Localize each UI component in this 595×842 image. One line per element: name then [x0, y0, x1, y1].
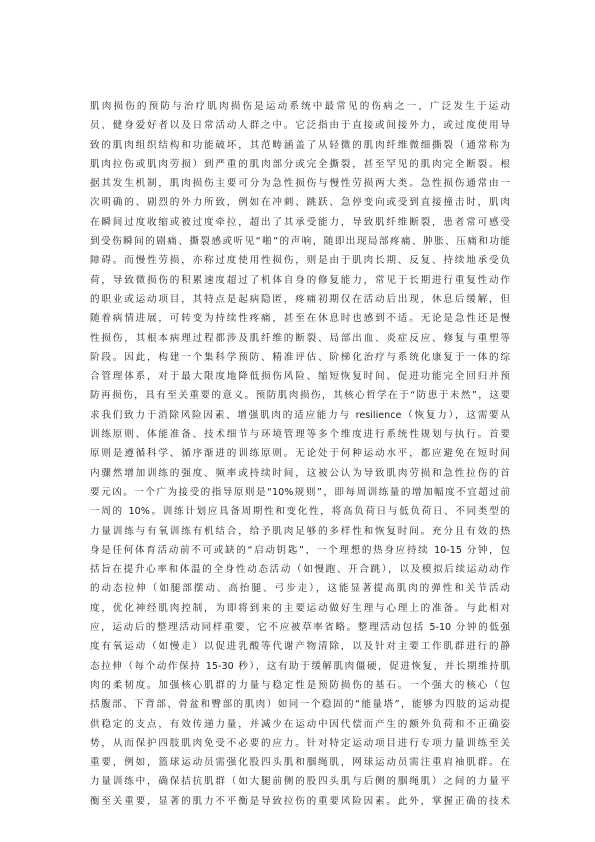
text-line: 一周的 10%。训练计划应具备周期性和变化性，将高负荷日与低负荷日、不同类型的	[90, 506, 510, 518]
text-line: 态拉伸（每个动作保持 15-30 秒），这有助于缓解肌肉僵硬，促进恢复，并长期维持肌	[90, 660, 510, 672]
text-line: 供稳定的支点，有效传递力量，并减少在运动中因代偿而产生的额外负荷和不正确姿	[90, 718, 510, 730]
text-line: 衡至关重要，显著的肌力不平衡是导致拉伤的重要风险因素。此外，掌握正确的技术	[90, 795, 510, 807]
text-line: 要元凶。一个广为接受的指导原则是“10%规则”，即每周训练量的增加幅度不宜超过前	[90, 486, 510, 498]
text-line: 性损伤，其根本病理过程都涉及肌纤维的断裂、局部出血、炎症反应、修复与重塑等	[90, 332, 510, 344]
text-line: 肌肉损伤的预防与治疗肌肉损伤是运动系统中最常见的伤病之一，广泛发生于运动	[90, 101, 510, 112]
text-line: 防再损伤，具有至关重要的意义。预防肌肉损伤，其核心哲学在于“防患于未然”，这要	[90, 390, 510, 402]
text-line: 的职业或运动项目，其特点是起病隐匿，疼痛初期仅在活动后出现，休息后缓解，但	[90, 293, 510, 305]
text-line: 肉的柔韧度。加强核心肌群的力量与稳定性是预防损伤的基石。一个强大的核心（包	[90, 679, 510, 691]
text-line: 重要，例如，篮球运动员需强化股四头肌和腘绳肌，网球运动员需注重肩袖肌群。在	[90, 757, 510, 769]
text-line: 求我们致力于消除风险因素、增强肌肉的适应能力与 resilience（恢复力），这需要从	[90, 409, 510, 421]
body-paragraph	[90, 97, 510, 811]
text-line: 合管理体系，对于最大限度地降低损伤风险、缩短恢复时间、促进功能完全回归并预	[90, 371, 510, 383]
text-line: 在瞬间过度收缩或被过度牵拉，超出了其承受能力，导致肌纤维断裂，患者常可感受	[90, 216, 510, 228]
text-line: 次明确的、剧烈的外力所致，例如在冲刺、跳跃、急停变向或受到直接撞击时，肌肉	[90, 197, 510, 209]
text-line: 括腹部、下背部、骨盆和臀部的肌肉）如同一个稳固的“能量塔”，能够为四肢的运动提	[90, 699, 510, 711]
text-line: 力量训练中，确保拮抗肌群（如大腿前侧的股四头肌与后侧的腘绳肌）之间的力量平	[90, 776, 510, 788]
text-line: 身是任何体育活动前不可或缺的“启动钥匙”，一个理想的热身应持续 10-15 分钟，包	[90, 544, 510, 556]
text-line: 的动态拉伸（如腿部摆动、高抬腿、弓步走），这能显著提高肌肉的弹性和关节活动	[90, 583, 510, 595]
text-line: 度，优化神经肌肉控制，为即将到来的主要运动做好生理与心理上的准备。与此相对	[90, 602, 510, 614]
text-line: 训练原则、体能准备、技术细节与环境管理等多个维度进行系统性规划与执行。首要	[90, 429, 510, 441]
text-line: 荷，导致微损伤的积累速度超过了机体自身的修复能力，常见于长期进行重复性动作	[90, 274, 510, 286]
text-line: 应，运动后的整理活动同样重要，它不应被草率省略。整理活动包括 5-10 分钟的低强	[90, 622, 510, 634]
text-line: 肌肉拉伤或肌肉劳损）到严重的肌肉部分或完全撕裂，甚至罕见的肌肉完全断裂。根	[90, 158, 510, 170]
text-line: 随着病情进展，可转变为持续性疼痛，甚至在休息时也感到不适。无论是急性还是慢	[90, 313, 510, 325]
text-line: 度有氧运动（如慢走）以促进乳酸等代谢产物清除，以及针对主要工作肌群进行的静	[90, 641, 510, 653]
text-line: 力量训练与有氧训练有机结合，给予肌肉足够的多样性和恢复时间。充分且有效的热	[90, 525, 510, 537]
text-line: 内骤然增加训练的强度、频率或持续时间，这被公认为导致肌肉劳损和急性拉伤的首	[90, 467, 510, 479]
text-line: 原则是遵循科学、循序渐进的训练原则。无论处于何种运动水平，都应避免在短时间	[90, 448, 510, 460]
text-line: 到受伤瞬间的剧痛、撕裂感或听见“啪”的声响，随即出现局部疼痛、肿胀、压痛和功能	[90, 236, 510, 248]
text-line: 势，从而保护四肢肌肉免受不必要的应力。针对特定运动项目进行专项力量训练至关	[90, 737, 510, 749]
text-line: 障碍。而慢性劳损，亦称过度使用性损伤，则是由于肌肉长期、反复、持续地承受负	[90, 255, 510, 267]
text-line: 致的肌肉组织结构和功能破坏，其范畴涵盖了从轻微的肌肉纤维微细撕裂（通常称为	[90, 139, 510, 151]
text-line: 括旨在提升心率和体温的全身性动态活动（如慢跑、开合跳），以及模拟后续运动动作	[90, 564, 510, 576]
text-line: 阶段。因此，构建一个集科学预防、精准评估、阶梯化治疗与系统化康复于一体的综	[90, 351, 510, 363]
text-line: 据其发生机制，肌肉损伤主要可分为急性损伤与慢性劳损两大类。急性损伤通常由一	[90, 178, 510, 190]
text-line: 员、健身爱好者以及日常活动人群之中。它泛指由于直接或间接外力，或过度使用导	[90, 120, 510, 132]
